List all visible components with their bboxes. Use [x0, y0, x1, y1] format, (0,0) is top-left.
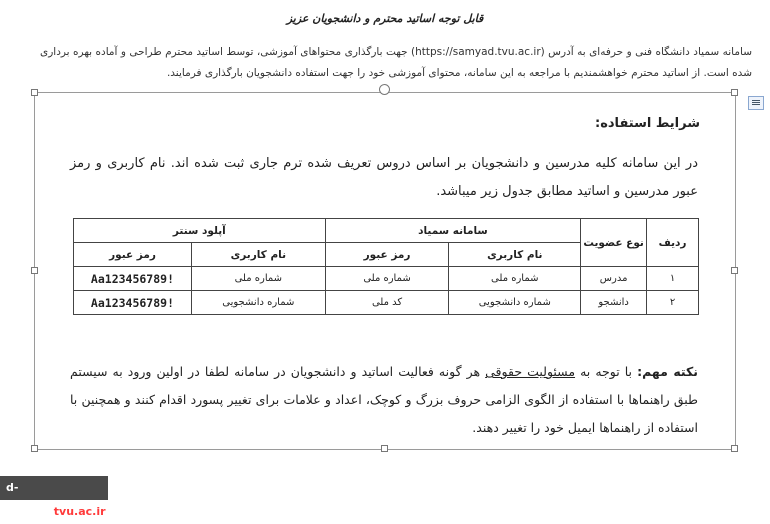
resize-handle-bottom-left[interactable]: [31, 445, 38, 452]
header-samyad: سامانه سمیاد: [325, 219, 580, 243]
upload-password: Aa123456789!: [74, 267, 192, 291]
upload-username: شماره ملی: [191, 267, 325, 291]
member-type: مدرس: [581, 267, 647, 291]
header-samyad-password: رمز عبور: [325, 243, 449, 267]
header-upload-password: رمز عبور: [74, 243, 192, 267]
upload-password: Aa123456789!: [74, 291, 192, 315]
footer-prefix: d-ardebil.: [6, 481, 54, 518]
note-text-rest: هر گونه فعالیت اساتید و دانشجویان در سامانه لطفا در اولین ورود به سیستم طبق راهنماها با استفاده از الگوی الزامی حروف بزرگ و کوچک، اعداد و علامات برای تغییر پسورد اقدام کنند و همچنین با استفاده از راهنماها ایمیل خود را تغییر دهند.: [70, 364, 698, 435]
site-footer-badge: [0, 476, 108, 518]
resize-handle-bottom[interactable]: [381, 445, 388, 452]
conditions-title: شرایط استفاده:: [595, 116, 700, 131]
rotate-handle[interactable]: [379, 84, 390, 95]
resize-handle-right[interactable]: [731, 267, 738, 274]
note-label: نکته مهم:: [637, 364, 698, 379]
header-row-index: ردیف: [647, 219, 699, 267]
samyad-password: شماره ملی: [325, 267, 449, 291]
header-upload-username: نام کاربری: [191, 243, 325, 267]
layout-options-icon[interactable]: [748, 96, 764, 110]
page-heading: قابل توجه اساتید محترم و دانشجویان عزیز: [286, 12, 484, 25]
footer-domain: tvu.ac.ir: [53, 505, 106, 518]
samyad-username: شماره دانشجویی: [449, 291, 581, 315]
samyad-password: کد ملی: [325, 291, 449, 315]
note-underlined-text: مسئولیت حقوقی: [485, 364, 576, 379]
resize-handle-left[interactable]: [31, 267, 38, 274]
resize-handle-top-left[interactable]: [31, 89, 38, 96]
table-row: [74, 291, 699, 315]
conditions-body: در این سامانه کلیه مدرسین و دانشجویان بر اساس دروس تعریف شده ترم جاری ثبت شده اند. نام کاربری و رمز عبور مدرسین و اساتید مطابق جدول زیر میباشد.: [70, 156, 698, 199]
resize-handle-bottom-right[interactable]: [731, 445, 738, 452]
row-index: ۱: [647, 267, 699, 291]
credentials-table: [73, 218, 699, 315]
row-index: ۲: [647, 291, 699, 315]
header-samyad-username: نام کاربری: [449, 243, 581, 267]
header-member-type: نوع عضویت: [581, 219, 647, 267]
table-row: [74, 267, 699, 291]
samyad-username: شماره ملی: [449, 267, 581, 291]
resize-handle-top-right[interactable]: [731, 89, 738, 96]
note-text-start: با توجه به: [580, 364, 633, 379]
member-type: دانشجو: [581, 291, 647, 315]
important-note: [70, 358, 698, 442]
intro-paragraph: سامانه سمیاد دانشگاه فنی و حرفه‌ای به آدرس (https://samyad.tvu.ac.ir) جهت بارگذاری محتواهای آموزشی، توسط اساتید محترم طراحی و آماده بهره برداری شده است. از اساتید محترم خواهشمندیم با مراجعه به این سامانه، محتوای آموزشی خود را جهت استفاده دانشجویان بارگذاری فرمایند.: [40, 46, 752, 79]
header-upload-center: آپلود سنتر: [74, 219, 326, 243]
upload-username: شماره دانشجویی: [191, 291, 325, 315]
